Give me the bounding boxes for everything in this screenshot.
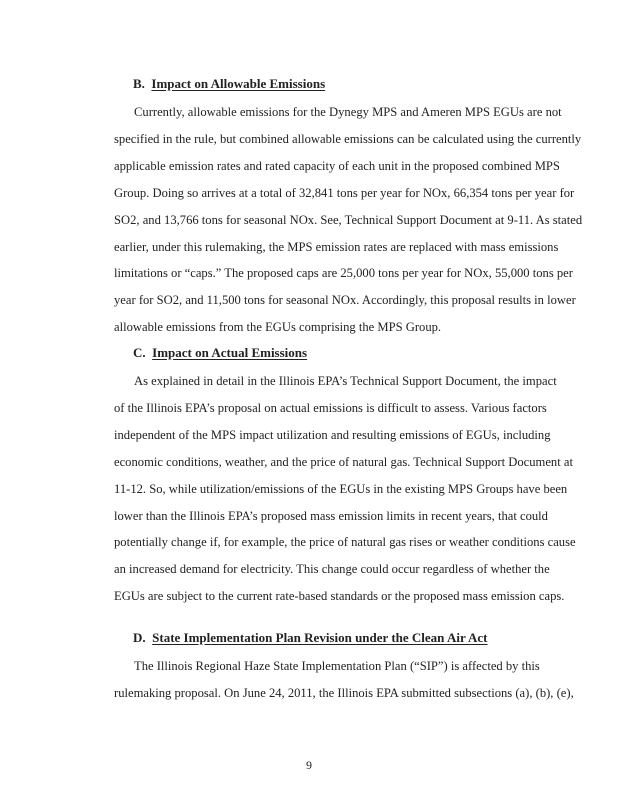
paragraph-line: Currently, allowable emissions for the Dynegy MPS and Ameren MPS EGUs are not	[134, 105, 562, 119]
section-c-heading	[133, 345, 307, 361]
paragraph-line: rulemaking proposal. On June 24, 2011, the Illinois EPA submitted subsections (a), (b), (e),	[114, 685, 574, 700]
paragraph-line: economic conditions, weather, and the price of natural gas. Technical Support Document at	[114, 454, 573, 469]
section-c-letter: C.	[133, 345, 146, 360]
paragraph-line: independent of the MPS impact utilization and resulting emissions of EGUs, including	[114, 427, 551, 442]
paragraph-line: SO2, and 13,766 tons for seasonal NOx. See, Technical Support Document at 9-11. As stated	[114, 212, 583, 227]
paragraph-line: applicable emission rates and rated capacity of each unit in the proposed combined MPS	[114, 158, 560, 173]
section-b-heading	[133, 76, 325, 92]
paragraph-line: EGUs are subject to the current rate-based standards or the proposed mass emission caps.	[114, 589, 565, 604]
paragraph-line: The Illinois Regional Haze State Implementation Plan (“SIP”) is affected by this	[134, 659, 540, 673]
paragraph-line: 11-12. So, while utilization/emissions of the EGUs in the existing MPS Groups have been	[114, 481, 568, 496]
section-c-paragraph	[114, 368, 576, 610]
paragraph-line: potentially change if, for example, the price of natural gas rises or weather conditions cause	[114, 535, 576, 550]
section-b-letter: B.	[133, 76, 145, 91]
section-d-heading	[133, 630, 488, 646]
paragraph-line: an increased demand for electricity. This change could occur regardless of whether the	[114, 562, 550, 577]
section-d-letter: D.	[133, 630, 146, 645]
section-b-title: Impact on Allowable Emissions	[151, 76, 326, 91]
section-c-title: Impact on Actual Emissions	[152, 345, 308, 360]
paragraph-line: limitations or “caps.” The proposed caps are 25,000 tons per year for NOx, 55,000 tons per	[114, 266, 573, 281]
section-b-paragraph	[114, 99, 583, 341]
section-d-title: State Implementation Plan Revision under the Clean Air Act	[152, 630, 488, 645]
page-number: 9	[306, 758, 312, 772]
paragraph-line: earlier, under this rulemaking, the MPS emission rates are replaced with mass emissions	[114, 239, 559, 254]
paragraph-line: lower than the Illinois EPA’s proposed mass emission limits in recent years, that could	[114, 508, 548, 523]
paragraph-line: of the Illinois EPA’s proposal on actual emissions is difficult to assess. Various factors	[114, 400, 547, 415]
paragraph-line: Group. Doing so arrives at a total of 32,841 tons per year for NOx, 66,354 tons per year for	[114, 185, 575, 200]
paragraph-line: As explained in detail in the Illinois EPA’s Technical Support Document, the impact	[134, 374, 557, 388]
paragraph-line: allowable emissions from the EGUs comprising the MPS Group.	[114, 320, 442, 335]
paragraph-line: specified in the rule, but combined allowable emissions can be calculated using the currently	[114, 131, 582, 146]
paragraph-line: year for SO2, and 11,500 tons for seasonal NOx. Accordingly, this proposal results in lower	[114, 293, 576, 308]
section-d-paragraph	[114, 653, 574, 707]
